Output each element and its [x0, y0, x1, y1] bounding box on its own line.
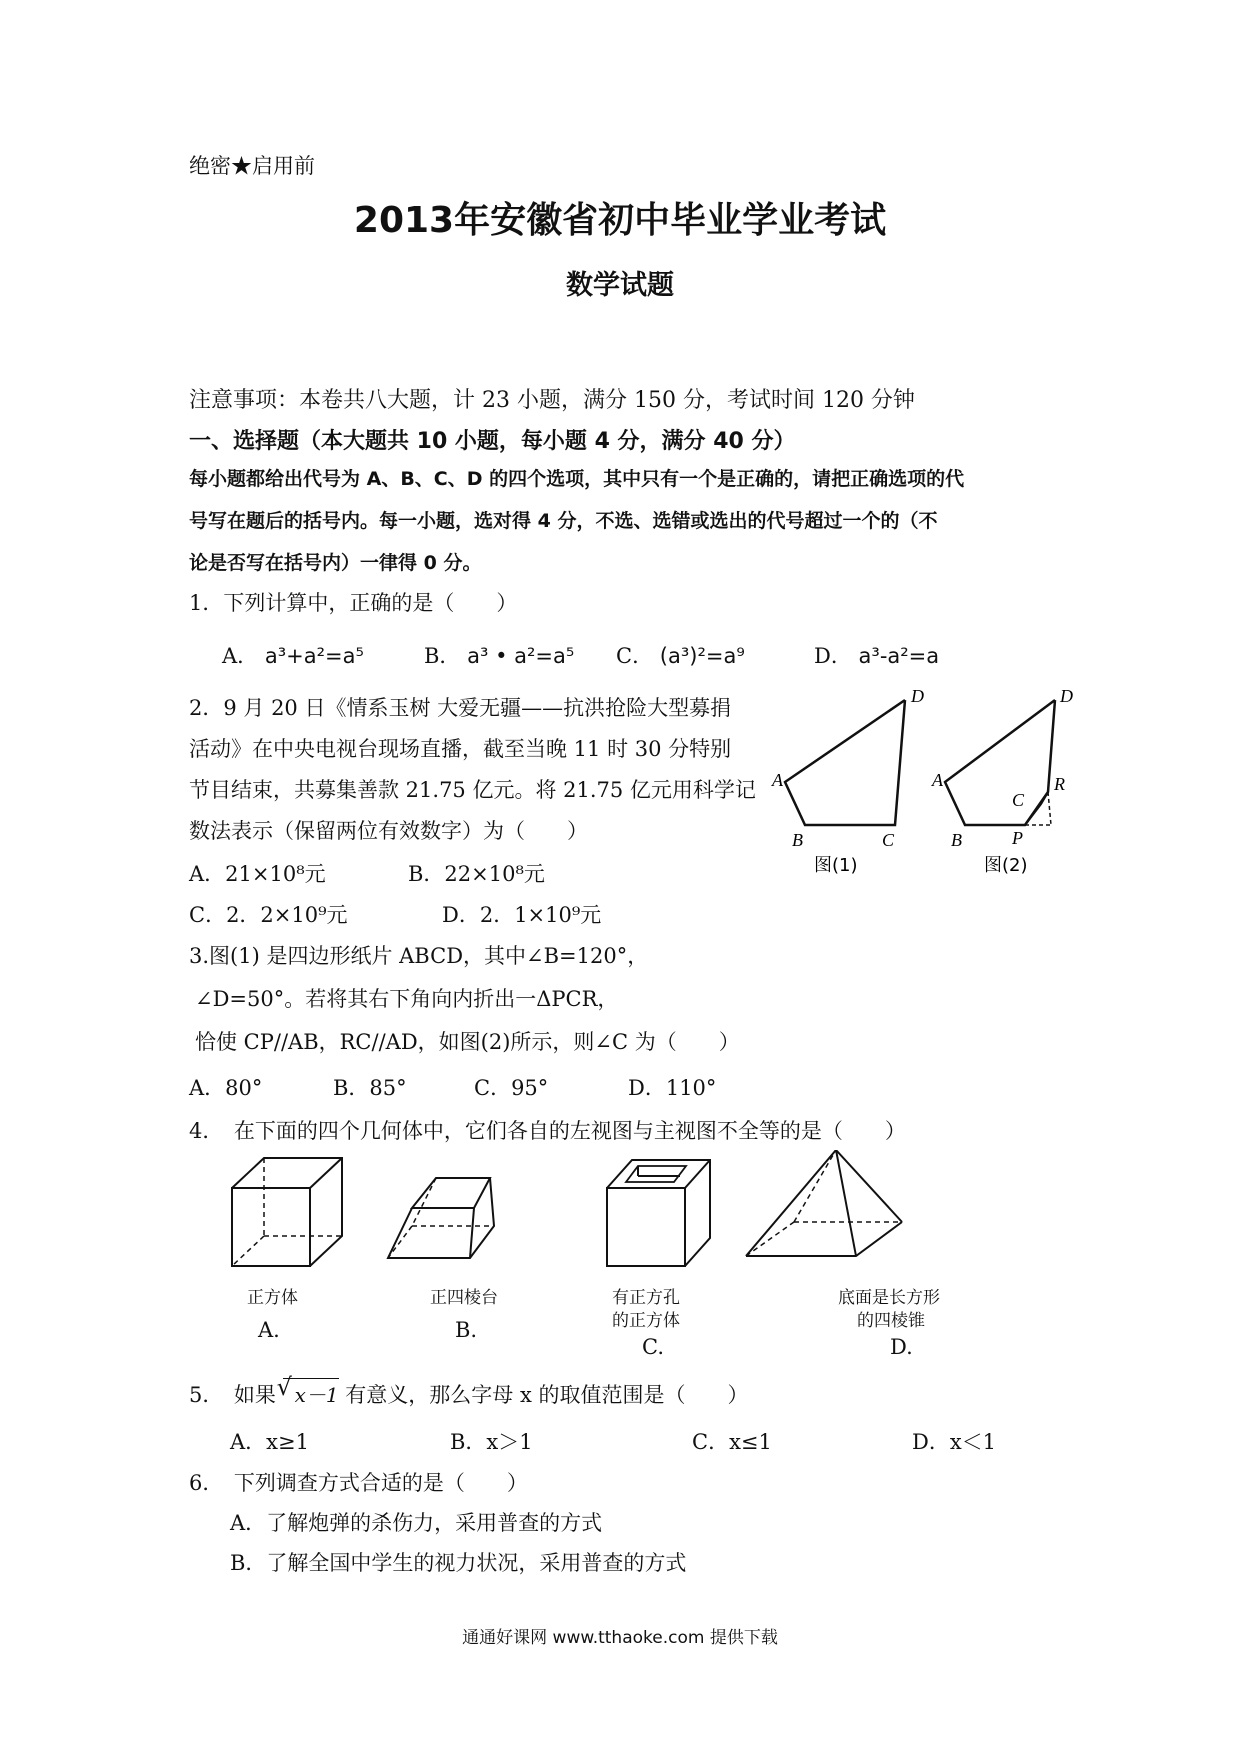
q2-line-4: 数法表示（保留两位有效数字）为（ ） [189, 819, 588, 843]
pyramid-figure [746, 1150, 902, 1256]
q3-option-c: C．95° [474, 1076, 549, 1100]
fig1-label-d: D [911, 686, 924, 706]
q4-solids-figure [220, 1150, 1020, 1270]
q4-stem: 4． 在下面的四个几何体中，它们各自的左视图与主视图不全等的是（ ） [189, 1119, 906, 1143]
q2-line-1: 2．9 月 20 日《情系玉树 大爱无疆——抗洪抢险大型募捐 [189, 696, 732, 720]
q1-option-d [814, 640, 939, 670]
q1-option-c-expr: (a³)²=a⁹ [659, 644, 745, 668]
q5-radical-expression: √ x－1 [283, 1378, 339, 1408]
fig2-label-a: A [932, 770, 943, 790]
q2-option-d: D．2．1×10⁹元 [442, 903, 602, 927]
q3-option-b: B．85° [333, 1076, 407, 1100]
q6-option-b: B．了解全国中学生的视力状况，采用普查的方式 [230, 1551, 687, 1575]
q2-line-3: 节目结束，共募集善款 21.75 亿元。将 21.75 亿元用科学记 [189, 778, 756, 802]
fig2-label-r: R [1054, 774, 1065, 794]
q5-option-a: A．x≥1 [230, 1430, 309, 1454]
instruction-line-2: 号写在题后的括号内。每一小题，选对得 4 分，不选、选错或选出的代号超过一个的（不 [189, 510, 938, 532]
q1-option-b-expr: a³ • a²=a⁵ [467, 644, 575, 668]
q3-option-d: D．110° [628, 1076, 717, 1100]
q1-stem: 1．下列计算中，正确的是（ ） [189, 591, 518, 615]
q5-option-d: D．x＜1 [912, 1430, 997, 1454]
cube-figure [232, 1158, 342, 1266]
solid-a-label: A. [258, 1318, 280, 1342]
instruction-line-1: 每小题都给出代号为 A、B、C、D 的四个选项，其中只有一个是正确的，请把正确选项的代 [189, 468, 965, 490]
q5-option-b: B．x＞1 [450, 1430, 533, 1454]
q5-stem-post: 有意义，那么字母 x 的取值范围是（ ） [345, 1383, 749, 1407]
secret-label: 绝密★启用前 [189, 154, 315, 178]
instruction-line-3: 论是否写在括号内）一律得 0 分。 [189, 552, 482, 574]
q1-option-b-label: B． [424, 644, 461, 668]
q2-option-c: C．2．2×10⁹元 [189, 903, 348, 927]
q3-line-3: 恰使 CP//AB，RC//AD，如图(2)所示，则∠C 为（ ） [195, 1030, 740, 1054]
q1-option-d-expr: a³-a²=a [858, 644, 940, 668]
q6-option-a: A．了解炮弹的杀伤力，采用普查的方式 [230, 1511, 603, 1535]
q6-stem: 6． 下列调查方式合适的是（ ） [189, 1471, 528, 1495]
q5-stem [189, 1378, 748, 1409]
q2-option-b: B．22×10⁸元 [408, 862, 545, 886]
q5-stem-pre: 5． 如果 [189, 1383, 276, 1407]
q2-option-a: A．21×10⁸元 [189, 862, 326, 886]
q1-option-a-label: A． [222, 644, 259, 668]
fig1-label-b: B [792, 830, 803, 850]
exam-subtitle: 数学试题 [566, 270, 674, 301]
notice: 注意事项：本卷共八大题，计 23 小题，满分 150 分，考试时间 120 分钟 [189, 388, 915, 413]
section-heading: 一、选择题（本大题共 10 小题，每小题 4 分，满分 40 分） [189, 429, 796, 454]
fig2-label-c: C [1012, 790, 1025, 810]
frustum-figure [388, 1178, 494, 1258]
fig2-label-d: D [1060, 686, 1073, 706]
fig1-caption: 图(1) [814, 855, 858, 876]
solid-c-name-2: 的正方体 [612, 1311, 680, 1331]
fig1-label-c: C [882, 830, 895, 850]
solid-d-name-2: 的四棱锥 [857, 1311, 925, 1331]
solid-a-name: 正方体 [247, 1288, 298, 1308]
q1-option-d-label: D． [814, 644, 852, 668]
holed-cube-figure [607, 1160, 710, 1266]
fig2-label-p: P [1012, 828, 1023, 848]
solid-d-name-1: 底面是长方形 [838, 1288, 940, 1308]
footer: 通通好课网 www.tthaoke.com 提供下载 [462, 1628, 778, 1648]
solid-c-label: C. [642, 1335, 664, 1359]
q3-option-a: A．80° [189, 1076, 263, 1100]
fig2-dashed-edge [1048, 792, 1051, 825]
q5-option-c: C．x≤1 [692, 1430, 772, 1454]
q1-option-c-label: C． [616, 644, 654, 668]
q2-line-2: 活动》在中央电视台现场直播，截至当晚 11 时 30 分特别 [189, 737, 732, 761]
fig2-caption: 图(2) [984, 855, 1028, 876]
fig2-label-b: B [951, 830, 962, 850]
q1-option-a-expr: a³+a²=a⁵ [264, 644, 364, 668]
q3-line-1: 3.图(1) 是四边形纸片 ABCD，其中∠B=120°， [189, 944, 649, 968]
solid-d-label: D. [890, 1335, 913, 1359]
solid-b-name: 正四棱台 [430, 1288, 498, 1308]
fig1-label-a: A [772, 770, 783, 790]
q1-option-b [424, 640, 574, 670]
fig1-quadrilateral [785, 700, 905, 825]
exam-title: 2013年安徽省初中毕业学业考试 [353, 200, 887, 241]
q3-line-2: ∠D=50°。若将其右下角向内折出一ΔPCR， [195, 987, 619, 1011]
solid-c-name-1: 有正方孔 [612, 1288, 680, 1308]
q3-figures [748, 680, 1088, 880]
q1-option-a [222, 640, 364, 670]
solid-b-label: B. [455, 1318, 478, 1342]
q1-option-c [616, 640, 745, 670]
